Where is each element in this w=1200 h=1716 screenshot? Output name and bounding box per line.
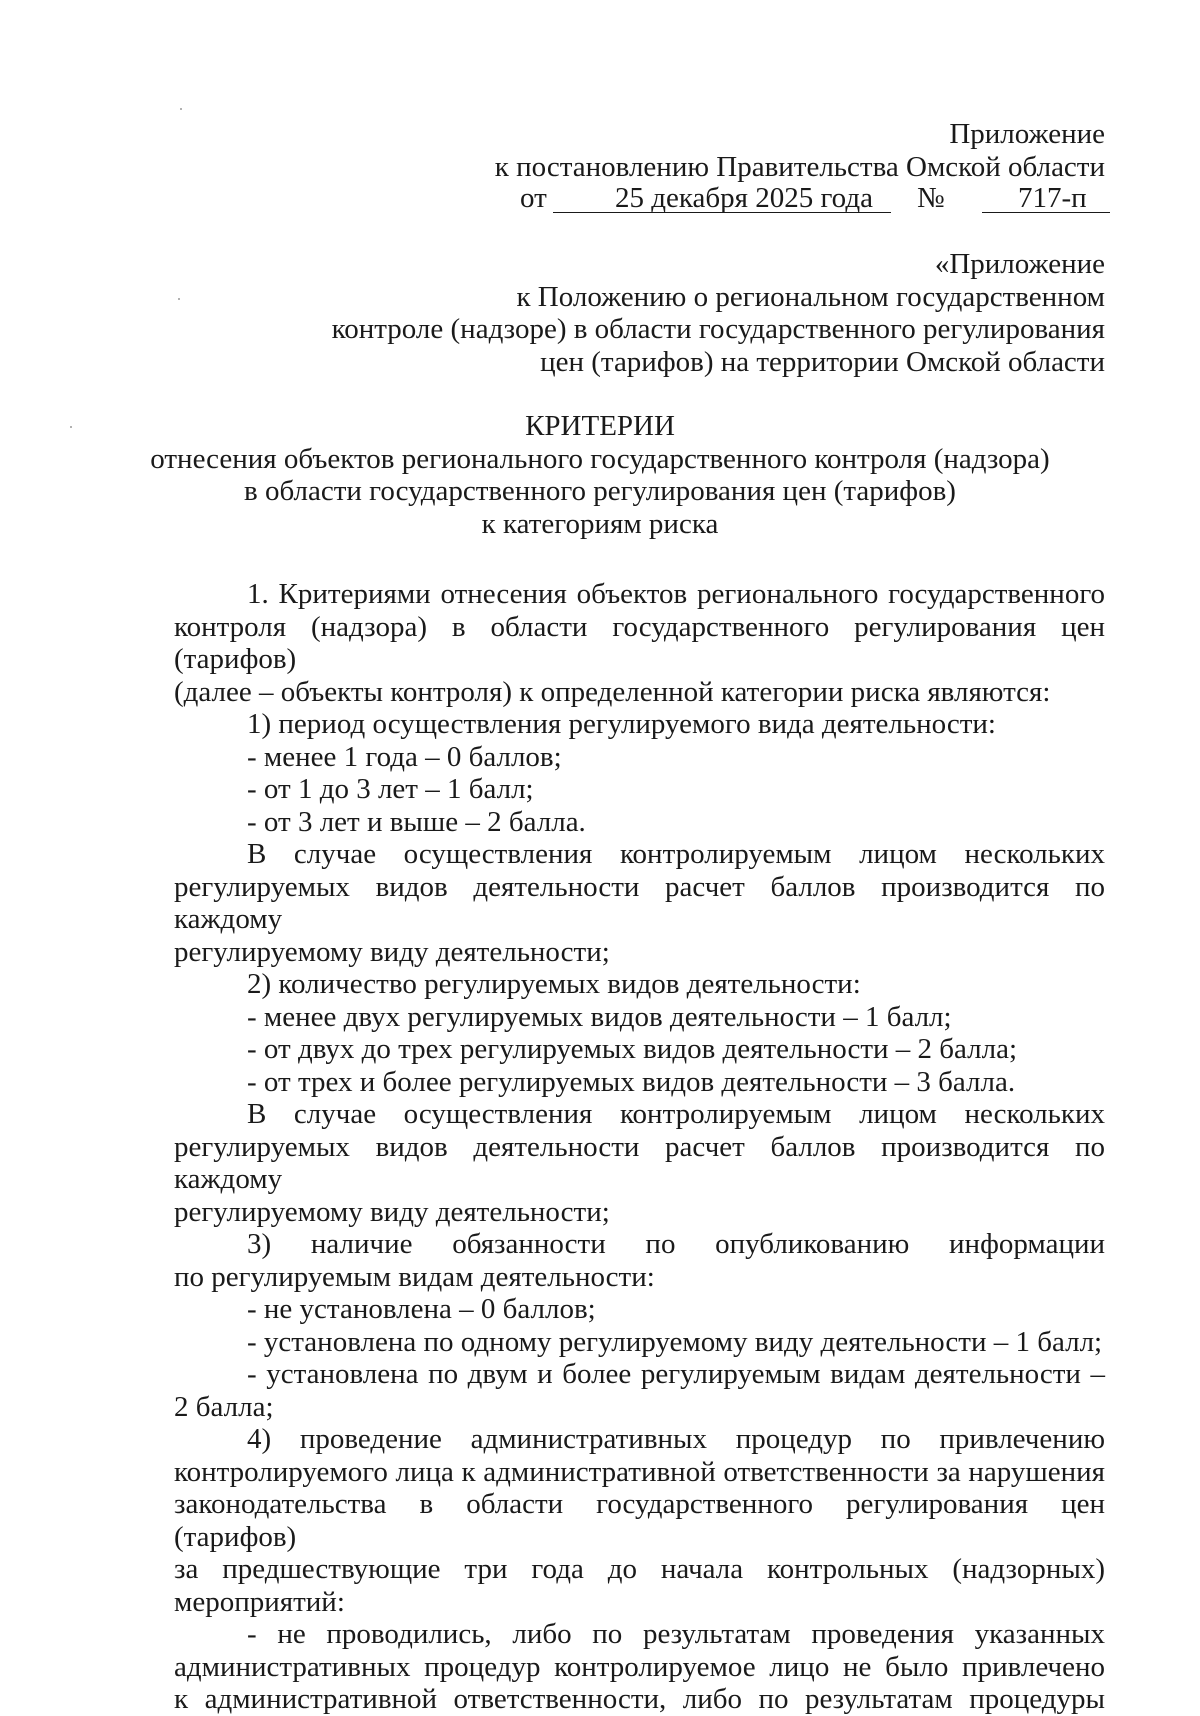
body-line: 1) период осуществления регулируемого вида деятельности: [247, 708, 996, 740]
list-item: - установлена по двум и более регулируемым видам деятельности – [247, 1358, 1105, 1390]
document-title [95, 410, 1105, 540]
body-line: 3) наличие обязанности по опубликованию информации [247, 1228, 1105, 1260]
body-line: административных процедур контролируемое лицо не было привлечено [174, 1650, 1105, 1683]
title-subline: в области государственного регулирования цен (тарифов) [244, 475, 956, 507]
number-label: № [917, 182, 945, 214]
body-line: 4) проведение административных процедур по привлечению [247, 1423, 1105, 1455]
body-line: мероприятий: [174, 1585, 345, 1618]
body-line: регулируемому виду деятельности; [174, 1195, 610, 1228]
body-line: 1. Критериями отнесения объектов регионального государственного [247, 578, 1105, 610]
scan-speck [180, 108, 182, 110]
list-item: - от 3 лет и выше – 2 балла. [247, 805, 586, 838]
body-line: регулируемому виду деятельности; [174, 935, 610, 968]
scan-speck [70, 426, 72, 428]
title-subline: к категориям риска [481, 507, 719, 540]
list-item: - установлена по одному регулируемому виду деятельности – 1 балл; [247, 1325, 1103, 1358]
inner-appendix-line: к Положению о региональном государственном [516, 280, 1105, 313]
document-body [174, 578, 1105, 1716]
body-line: к административной ответственности, либо по результатам процедуры [174, 1683, 1105, 1715]
appendix-header [495, 118, 1105, 183]
body-line: (далее – объекты контроля) к определенной категории риска являются: [174, 675, 1051, 708]
body-line: регулируемых видов деятельности расчет баллов производится по каждому [174, 870, 1105, 935]
body-line: В случае осуществления контролируемым лицом нескольких [247, 838, 1105, 870]
list-item: - менее 1 года – 0 баллов; [247, 740, 562, 773]
body-line: В случае осуществления контролируемым лицом нескольких [247, 1098, 1105, 1130]
body-line: 2 балла; [174, 1390, 274, 1423]
body-line: по регулируемым видам деятельности: [174, 1260, 655, 1293]
date-value: 25 декабря 2025 года [615, 182, 873, 214]
number-value: 717-п [1018, 182, 1087, 214]
inner-appendix-title: «Приложение [934, 248, 1105, 280]
inner-appendix-line: цен (тарифов) на территории Омской области [540, 345, 1105, 378]
title-subline: отнесения объектов регионального государственного контроля (надзора) [150, 442, 1050, 475]
list-item: - от двух до трех регулируемых видов деятельности – 2 балла; [247, 1033, 1018, 1065]
appendix-resolution-line: к постановлению Правительства Омской области [494, 150, 1105, 183]
list-item: - не проводились, либо по результатам проведения указанных [247, 1618, 1105, 1650]
body-line: контроля (надзора) в области государственного регулирования цен (тарифов) [174, 610, 1105, 675]
appendix-title: Приложение [949, 118, 1105, 150]
date-from-label: от [520, 182, 547, 214]
body-line: регулируемых видов деятельности расчет баллов производится по каждому [174, 1130, 1105, 1195]
list-item: - от трех и более регулируемых видов деятельности – 3 балла. [247, 1065, 1016, 1098]
inner-appendix-header [332, 248, 1105, 378]
list-item: - менее двух регулируемых видов деятельности – 1 балл; [247, 1000, 952, 1033]
inner-appendix-line: контроле (надзоре) в области государственного регулирования [331, 313, 1105, 345]
appendix-date-line [520, 182, 1110, 216]
body-line: законодательства в области государственного регулирования цен (тарифов) [174, 1488, 1105, 1553]
body-line: 2) количество регулируемых видов деятельности: [247, 968, 861, 1000]
title-heading: КРИТЕРИИ [525, 410, 675, 442]
body-line: за предшествующие три года до начала контрольных (надзорных) [174, 1553, 1105, 1585]
list-item: - не установлена – 0 баллов; [247, 1293, 596, 1325]
body-line: контролируемого лица к административной ответственности за нарушения [174, 1455, 1105, 1488]
scan-speck [178, 298, 180, 300]
list-item: - от 1 до 3 лет – 1 балл; [247, 773, 534, 805]
